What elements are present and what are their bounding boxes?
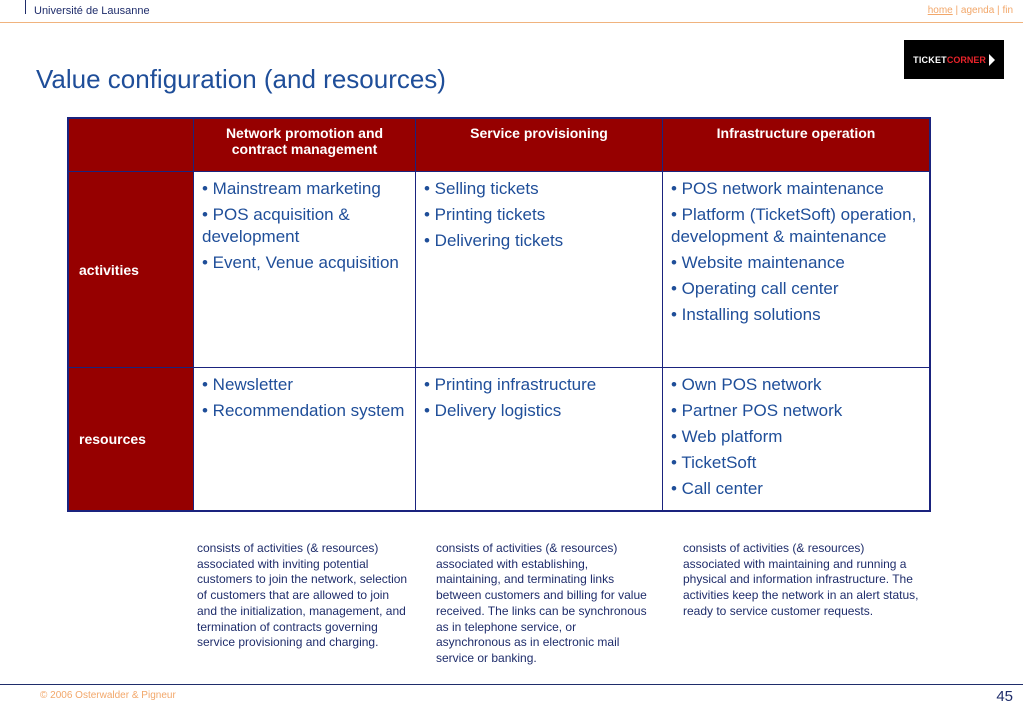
chevron-right-icon [989, 54, 995, 66]
list-item: • Event, Venue acquisition [202, 253, 399, 272]
list-item: • Partner POS network [671, 401, 843, 420]
description-service-provisioning: consists of activities (& resources) associated with establishing, maintaining, and terminating links between customers and billing for value received. The links can be synchronous as in telephone service, or asynchronous as in electronic mail service or banking. [436, 541, 647, 665]
table-cell [663, 368, 931, 512]
list-item: • Call center [671, 479, 763, 498]
value-configuration-table [67, 117, 931, 512]
list-item: • POS network maintenance [671, 179, 884, 198]
list-item: • Web platform [671, 427, 783, 446]
list-item: • Delivering tickets [424, 231, 564, 250]
row-label: activities [68, 172, 194, 368]
description-network-promotion: consists of activities (& resources) associated with inviting potential customers to join the network, selection of customers that are allowed to join and the initialization, management, and termination of contracts governing service provisioning and charging. [197, 541, 408, 650]
table-row [68, 368, 930, 512]
table-cell [194, 172, 416, 368]
list-item: • Selling tickets [424, 179, 539, 198]
table-cell [194, 368, 416, 512]
row-label: resources [68, 368, 194, 512]
list-item: • Operating call center [671, 279, 839, 298]
logo-text-red: CORNER [946, 54, 986, 65]
table-header-row [68, 118, 930, 172]
page-number: 45 [996, 688, 1013, 705]
list-item: • TicketSoft [671, 453, 757, 472]
nav-separator: | [955, 5, 959, 16]
copyright: © 2006 Osterwalder & Pigneur [40, 690, 176, 701]
list-item: • Website maintenance [671, 253, 845, 272]
table-corner-cell [68, 118, 194, 172]
top-nav [928, 5, 1013, 16]
list-item: • Delivery logistics [424, 401, 562, 420]
column-header: Network promotion and contract management [194, 118, 416, 172]
list-item: • Mainstream marketing [202, 179, 381, 198]
table-cell [416, 172, 663, 368]
nav-agenda-link[interactable]: agenda [960, 5, 995, 16]
list-item: • Own POS network [671, 375, 822, 394]
list-item: • Recommendation system [202, 401, 405, 420]
list-item: • Platform (TicketSoft) operation, development & maintenance [671, 205, 917, 246]
list-item: • Newsletter [202, 375, 293, 394]
column-header: Service provisioning [416, 118, 663, 172]
list-item: • Printing tickets [424, 205, 546, 224]
page-title: Value configuration (and resources) [36, 64, 446, 94]
nav-separator: | [997, 5, 1000, 16]
list-item: • Printing infrastructure [424, 375, 597, 394]
table-row [68, 172, 930, 368]
column-header: Infrastructure operation [663, 118, 931, 172]
table-cell [416, 368, 663, 512]
ticketcorner-logo [904, 40, 1004, 79]
university-name: Université de Lausanne [34, 5, 150, 17]
list-item: • Installing solutions [671, 305, 821, 324]
logo-text-white: TICKET [913, 54, 947, 65]
footer-divider [0, 684, 1023, 685]
header-divider [25, 0, 26, 14]
nav-fin-link[interactable]: fin [1002, 5, 1013, 16]
list-item: • POS acquisition & development [202, 205, 350, 246]
table-cell [663, 172, 931, 368]
top-header-bar [0, 0, 1023, 23]
description-infrastructure-operation: consists of activities (& resources) associated with maintaining and running a physical and information infrastructure. The activities keep the network in an alert status, ready to service customer requests. [683, 541, 919, 618]
nav-home-link[interactable]: home [927, 5, 953, 16]
